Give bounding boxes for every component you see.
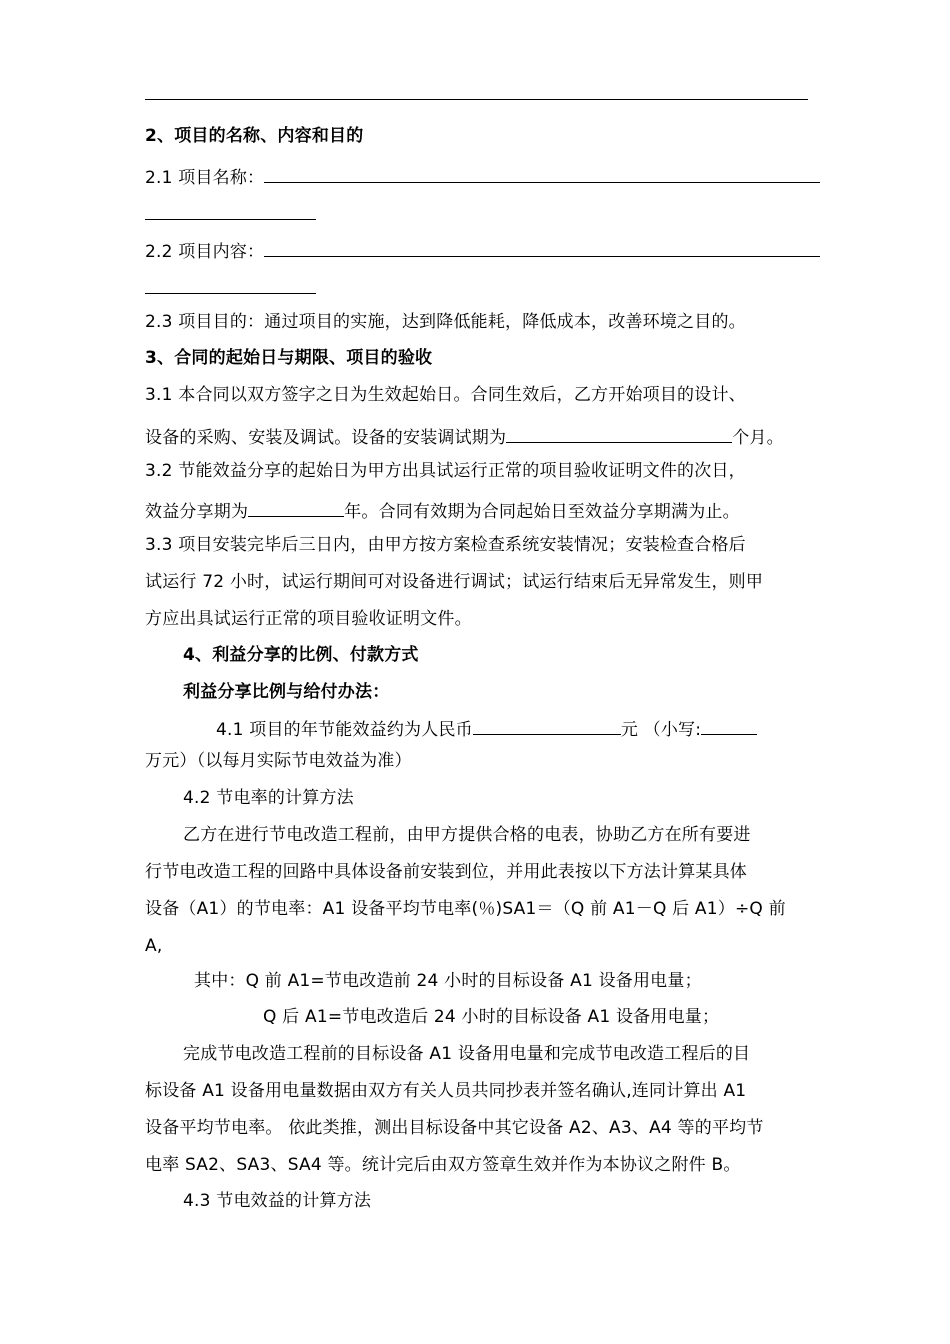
item-2-1 (145, 164, 820, 188)
item-2-2 (145, 238, 820, 262)
para-2-line2: 标设备 A1 设备用电量数据由双方有关人员共同抄表并签名确认,连同计算出 A1 (145, 1081, 747, 1101)
section-2-heading: 2、项目的名称、内容和目的 (145, 126, 364, 146)
item-4-1-text-b: 元 （小写: (620, 720, 702, 740)
item-4-1-line2: 万元）（以每月实际节电效益为准） (145, 751, 412, 771)
item-2-1-label: 2.1 项目名称： (145, 168, 265, 188)
para-1-line2: 行节电改造工程的回路中具体设备前安装到位，并用此表按以下方法计算某具体 (145, 862, 747, 882)
item-3-1-line1: 3.1 本合同以双方签字之日为生效起始日。合同生效后，乙方开始项目的设计、 (145, 385, 746, 405)
item-3-3-line2: 试运行 72 小时，试运行期间可对设备进行调试；试运行结束后无异常发生，则甲 (145, 572, 764, 592)
formula-q-after: Q 后 A1=节电改造后 24 小时的目标设备 A1 设备用电量； (263, 1007, 720, 1027)
item-3-3-line3: 方应出具试运行正常的项目验收证明文件。 (145, 609, 472, 629)
para-1-line3: 设备（A1）的节电率：A1 设备平均节电率(％)SA1＝（Q 前 A1－Q 后 A1）÷Q 前 (145, 899, 786, 919)
section-4-heading: 4、利益分享的比例、付款方式 (183, 645, 419, 665)
item-4-1-text-a: 4.1 项目的年节能效益约为人民币 (216, 720, 473, 740)
section-3-heading: 3、合同的起始日与期限、项目的验收 (145, 348, 433, 368)
para-2-line3: 设备平均节电率。 依此类推，测出目标设备中其它设备 A2、A3、A4 等的平均节 (145, 1118, 764, 1138)
para-2-line1: 完成节电改造工程前的目标设备 A1 设备用电量和完成节电改造工程后的目 (183, 1044, 751, 1064)
item-2-2-label: 2.2 项目内容： (145, 242, 265, 262)
install-period-blank[interactable] (506, 424, 732, 443)
para-1-line4: A, (145, 936, 163, 956)
item-3-2-text-b: 年。合同有效期为合同起始日至效益分享期满为止。 (344, 502, 740, 522)
item-2-3: 2.3 项目目的：通过项目的实施，达到降低能耗，降低成本，改善环境之目的。 (145, 312, 746, 332)
section-4-subheading: 利益分享比例与给付办法： (183, 682, 390, 702)
item-3-2-text-a: 效益分享期为 (145, 502, 249, 522)
item-4-3-heading: 4.3 节电效益的计算方法 (183, 1191, 372, 1211)
item-3-2-line2 (145, 498, 740, 522)
item-4-2-heading: 4.2 节电率的计算方法 (183, 788, 354, 808)
formula-q-before: 其中：Q 前 A1=节电改造前 24 小时的目标设备 A1 设备用电量； (194, 971, 702, 991)
project-content-blank[interactable] (264, 238, 820, 257)
item-3-3-line1: 3.3 项目安装完毕后三日内，由甲方按方案检查系统安装情况；安装检查合格后 (145, 535, 746, 555)
item-3-1-line2 (145, 424, 784, 448)
item-3-1-text-a: 设备的采购、安装及调试。设备的安装调试期为 (145, 428, 507, 448)
item-3-2-line1: 3.2 节能效益分享的起始日为甲方出具试运行正常的项目验收证明文件的次日， (145, 461, 746, 481)
top-rule (145, 99, 808, 100)
para-1-line1: 乙方在进行节电改造工程前，由甲方提供合格的电表，协助乙方在所有要进 (183, 825, 751, 845)
amount-lowercase-blank[interactable] (701, 716, 757, 735)
project-name-blank-cont[interactable] (145, 201, 316, 225)
para-2-line4: 电率 SA2、SA3、SA4 等。统计完后由双方签章生效并作为本协议之附件 B。 (145, 1155, 741, 1175)
share-period-blank[interactable] (248, 498, 344, 517)
item-4-1-line1 (216, 716, 757, 740)
project-name-blank[interactable] (264, 164, 820, 183)
annual-benefit-blank[interactable] (473, 716, 621, 735)
item-3-1-text-b: 个月。 (732, 428, 784, 448)
project-content-blank-cont[interactable] (145, 275, 316, 299)
